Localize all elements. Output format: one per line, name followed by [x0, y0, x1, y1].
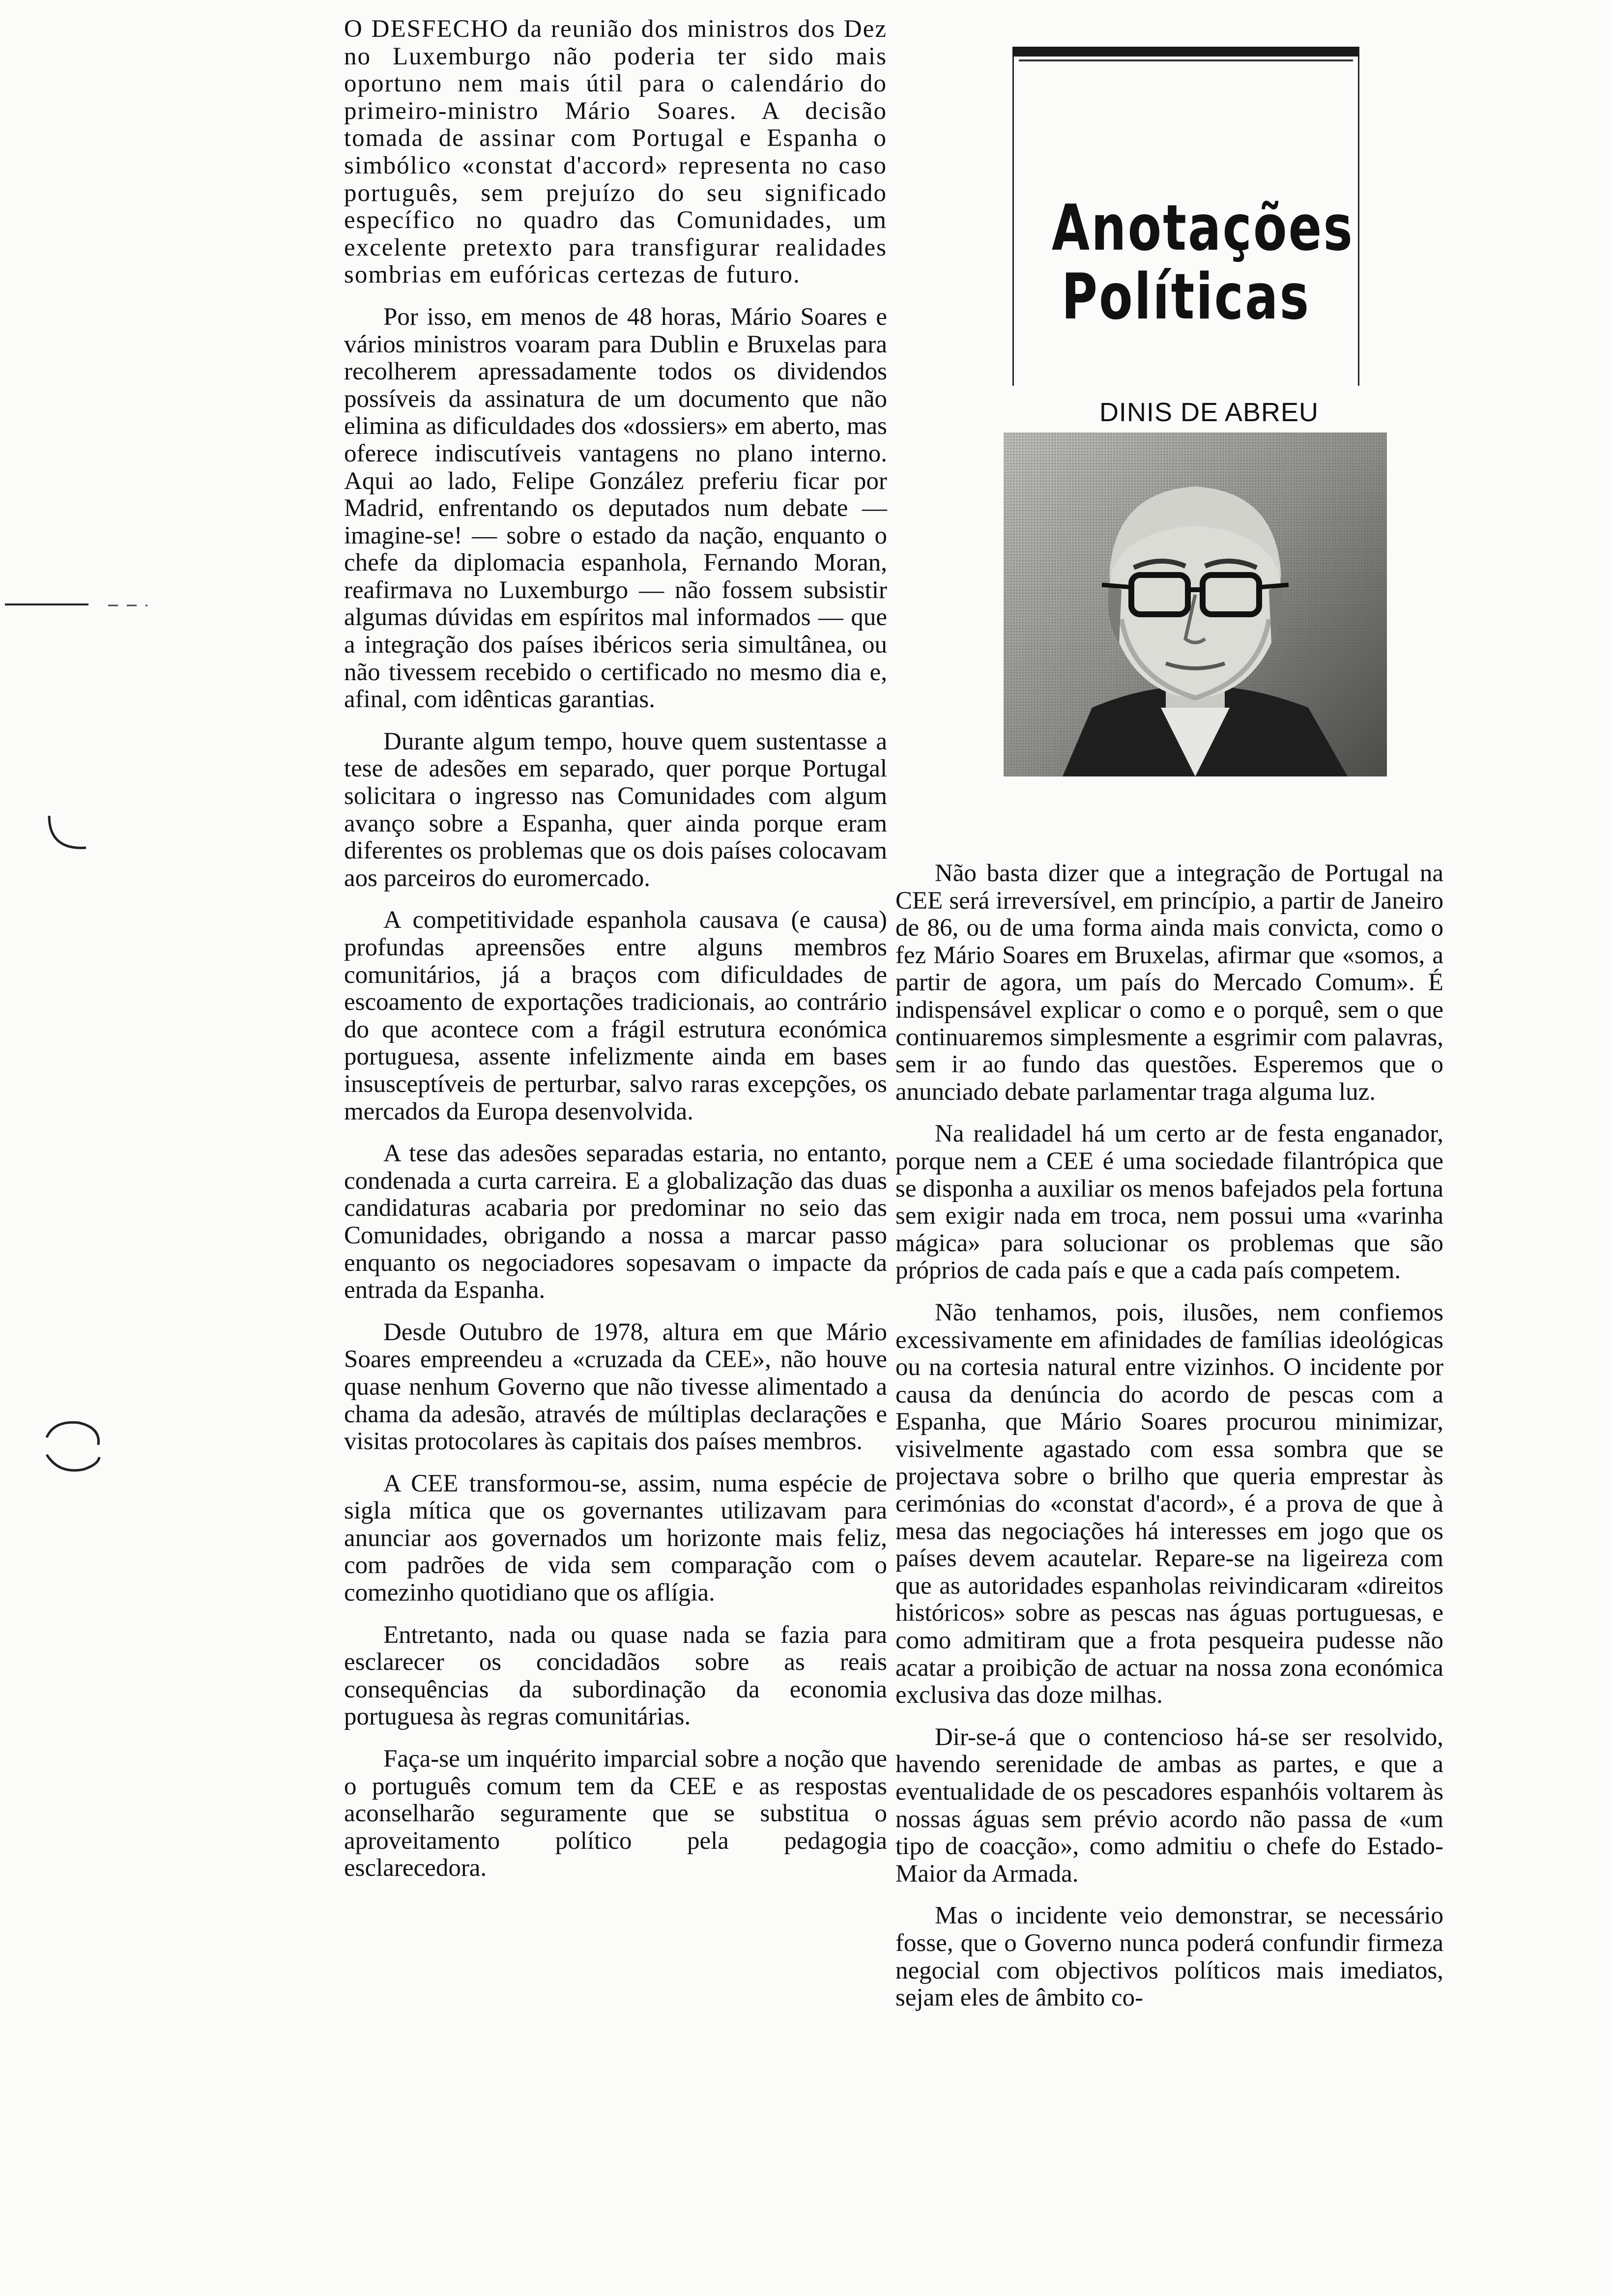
article-paragraph: Por isso, em menos de 48 horas, Mário Soares e vários ministros voaram para Dublin e Bruxelas para recolherem apressadamente todos os dividendos possíveis da assinatura de um documento que não elimina as dificuldades dos «dossiers» em aberto, mas oferece indiscutíveis vantagens no plano interno. Aqui ao lado, Felipe González preferiu ficar por Madrid, enfrentando os deputados num debate — imagine-se! — sobre o estado da nação, enquanto o chefe da diplomacia espanhola, Fernando Moran, reafirmava no Luxemburgo — não fossem subsistir algumas dúvidas em espíritos mal informados — que a integração dos países ibéricos seria simultânea, ou não tivessem recebido o certificado no mesmo dia e, afinal, com idênticas garantias. — [344, 303, 887, 714]
article-paragraph: Desde Outubro de 1978, altura em que Mário Soares empreendeu a «cruzada da CEE», não houve quase nenhum Governo que não tivesse alimentado a chama da adesão, através de múltiplas declarações e visitas protocolares às capitais dos países membros. — [344, 1318, 887, 1456]
article-paragraph: Não basta dizer que a integração de Portugal na CEE será irreversível, em princípio, a partir de Janeiro de 86, ou de uma forma ainda mais convicta, como o fez Mário Soares em Bruxelas, afirmar que «somos, a partir de agora, um país do Mercado Comum». É indispensável explicar o como e o porquê, sem o que continuaremos simplesmente a esgrimir com palavras, sem ir ao fundo das questões. Esperemos que o anunciado debate parlamentar traga alguma luz. — [895, 860, 1443, 1106]
article-paragraph: A tese das adesões separadas estaria, no entanto, condenada a curta carreira. E a globalização das duas candidaturas acabaria por predominar no seio das Comunidades, obrigando a nossa a marcar passo enquanto os negociadores sopesavam o impacte da entrada da Espanha. — [344, 1140, 887, 1304]
article-paragraph: O DESFECHO da reunião dos ministros dos Dez no Luxemburgo não poderia ter sido mais oportuno nem mais útil para o calendário do primeiro-ministro Mário Soares. A decisão tomada de assinar com Portugal e Espanha o simbólico «constat d'accord» representa no caso português, sem prejuízo do seu significado específico no quadro das Comunidades, um excelente pretexto para transfigurar realidades sombrias em eufóricas certezas de futuro. — [344, 15, 887, 289]
punch-hole-arc-mark — [39, 806, 98, 865]
article-paragraph: Dir-se-á que o contencioso há-se ser resolvido, havendo serenidade de ambas as partes, e que a eventualidade de os pescadores espanhóis voltarem às nossas águas sem prévio acordo não passa de «um tipo de coacção», como admitiu o chefe do Estado-Maior da Armada. — [895, 1723, 1443, 1888]
article-paragraph: Não tenhamos, pois, ilusões, nem confiemos excessivamente em afinidades de famílias ideológicas ou na cortesia natural entre vizinhos. O incidente por causa da denúncia do acordo de pescas com a Espanha, que Mário Soares procurou minimizar, visivelmente agastado com essa sombra que se projectava sobre o brilho que queria emprestar às cerimónias do «constat d'acord», é a prova de que à mesa das negociações há interesses em jogo que os países devem acautelar. Repare-se na ligeireza com que as autoridades espanholas reivindicaram «direitos históricos» sobre as pescas nas águas portuguesas, e como admitiram que a frota pesqueira pudesse não acatar a proibição de actuar na nossa zona económica exclusiva das doze milhas. — [895, 1298, 1443, 1709]
margin-dash-mark — [0, 590, 157, 619]
column-title-line-1: Anotações — [1052, 192, 1354, 265]
article-column-left — [344, 16, 887, 1897]
column-title — [1052, 192, 1354, 334]
author-portrait — [1004, 432, 1387, 776]
header-rule-thin — [1019, 59, 1353, 61]
article-paragraph: Entretanto, nada ou quase nada se fazia para esclarecer os concidadãos sobre as reais consequências da subordinação da economia portuguesa às regras comunitárias. — [344, 1621, 887, 1731]
article-paragraph: Na realidadel há um certo ar de festa enganador, porque nem a CEE é uma sociedade filantrópica que se disponha a auxiliar os menos bafejados pela fortuna sem exigir nada em troca, nem possui uma «varinha mágica» para solucionar os problemas que são próprios de cada país e que a cada país competem. — [895, 1120, 1443, 1285]
author-byline: DINIS DE ABREU — [1099, 398, 1319, 427]
punch-hole-circle-mark — [39, 1415, 108, 1484]
column-header-box — [1012, 47, 1359, 386]
column-title-line-2: Políticas — [1061, 260, 1311, 334]
article-paragraph: Mas o incidente veio demonstrar, se necessário fosse, que o Governo nunca poderá confundir firmeza negocial com objectivos políticos mais imediatos, sejam eles de âmbito co- — [895, 1902, 1443, 2012]
portrait-image — [1004, 432, 1387, 776]
article-paragraph: A CEE transformou-se, assim, numa espécie de sigla mítica que os governantes utilizavam para anunciar aos governados um horizonte mais feliz, com padrões de vida sem comparação com o comezinho quotidiano que os aflígia. — [344, 1469, 887, 1607]
header-rule — [1012, 47, 1359, 57]
article-paragraph: A competitividade espanhola causava (e causa) profundas apreensões entre alguns membros comunitários, já a braços com dificuldades de escoamento de exportações tradicionais, ao contrário do que acontece com a frágil estrutura económica portuguesa, assente infelizmente ainda em bases insusceptíveis de perturbar, salvo raras excepções, os mercados da Europa desenvolvida. — [344, 906, 887, 1125]
article-column-right — [895, 860, 1443, 2027]
article-paragraph: Faça-se um inquérito imparcial sobre a noção que o português comum tem da CEE e as respostas aconselharão seguramente que se substitua o aproveitamento político pela pedagogia esclarecedora. — [344, 1745, 887, 1882]
article-paragraph: Durante algum tempo, houve quem sustentasse a tese de adesões em separado, quer porque Portugal solicitara o ingresso nas Comunidades com algum avanço sobre a Espanha, quer ainda porque eram diferentes os problemas que os dois países colocavam aos parceiros do euromercado. — [344, 727, 887, 892]
